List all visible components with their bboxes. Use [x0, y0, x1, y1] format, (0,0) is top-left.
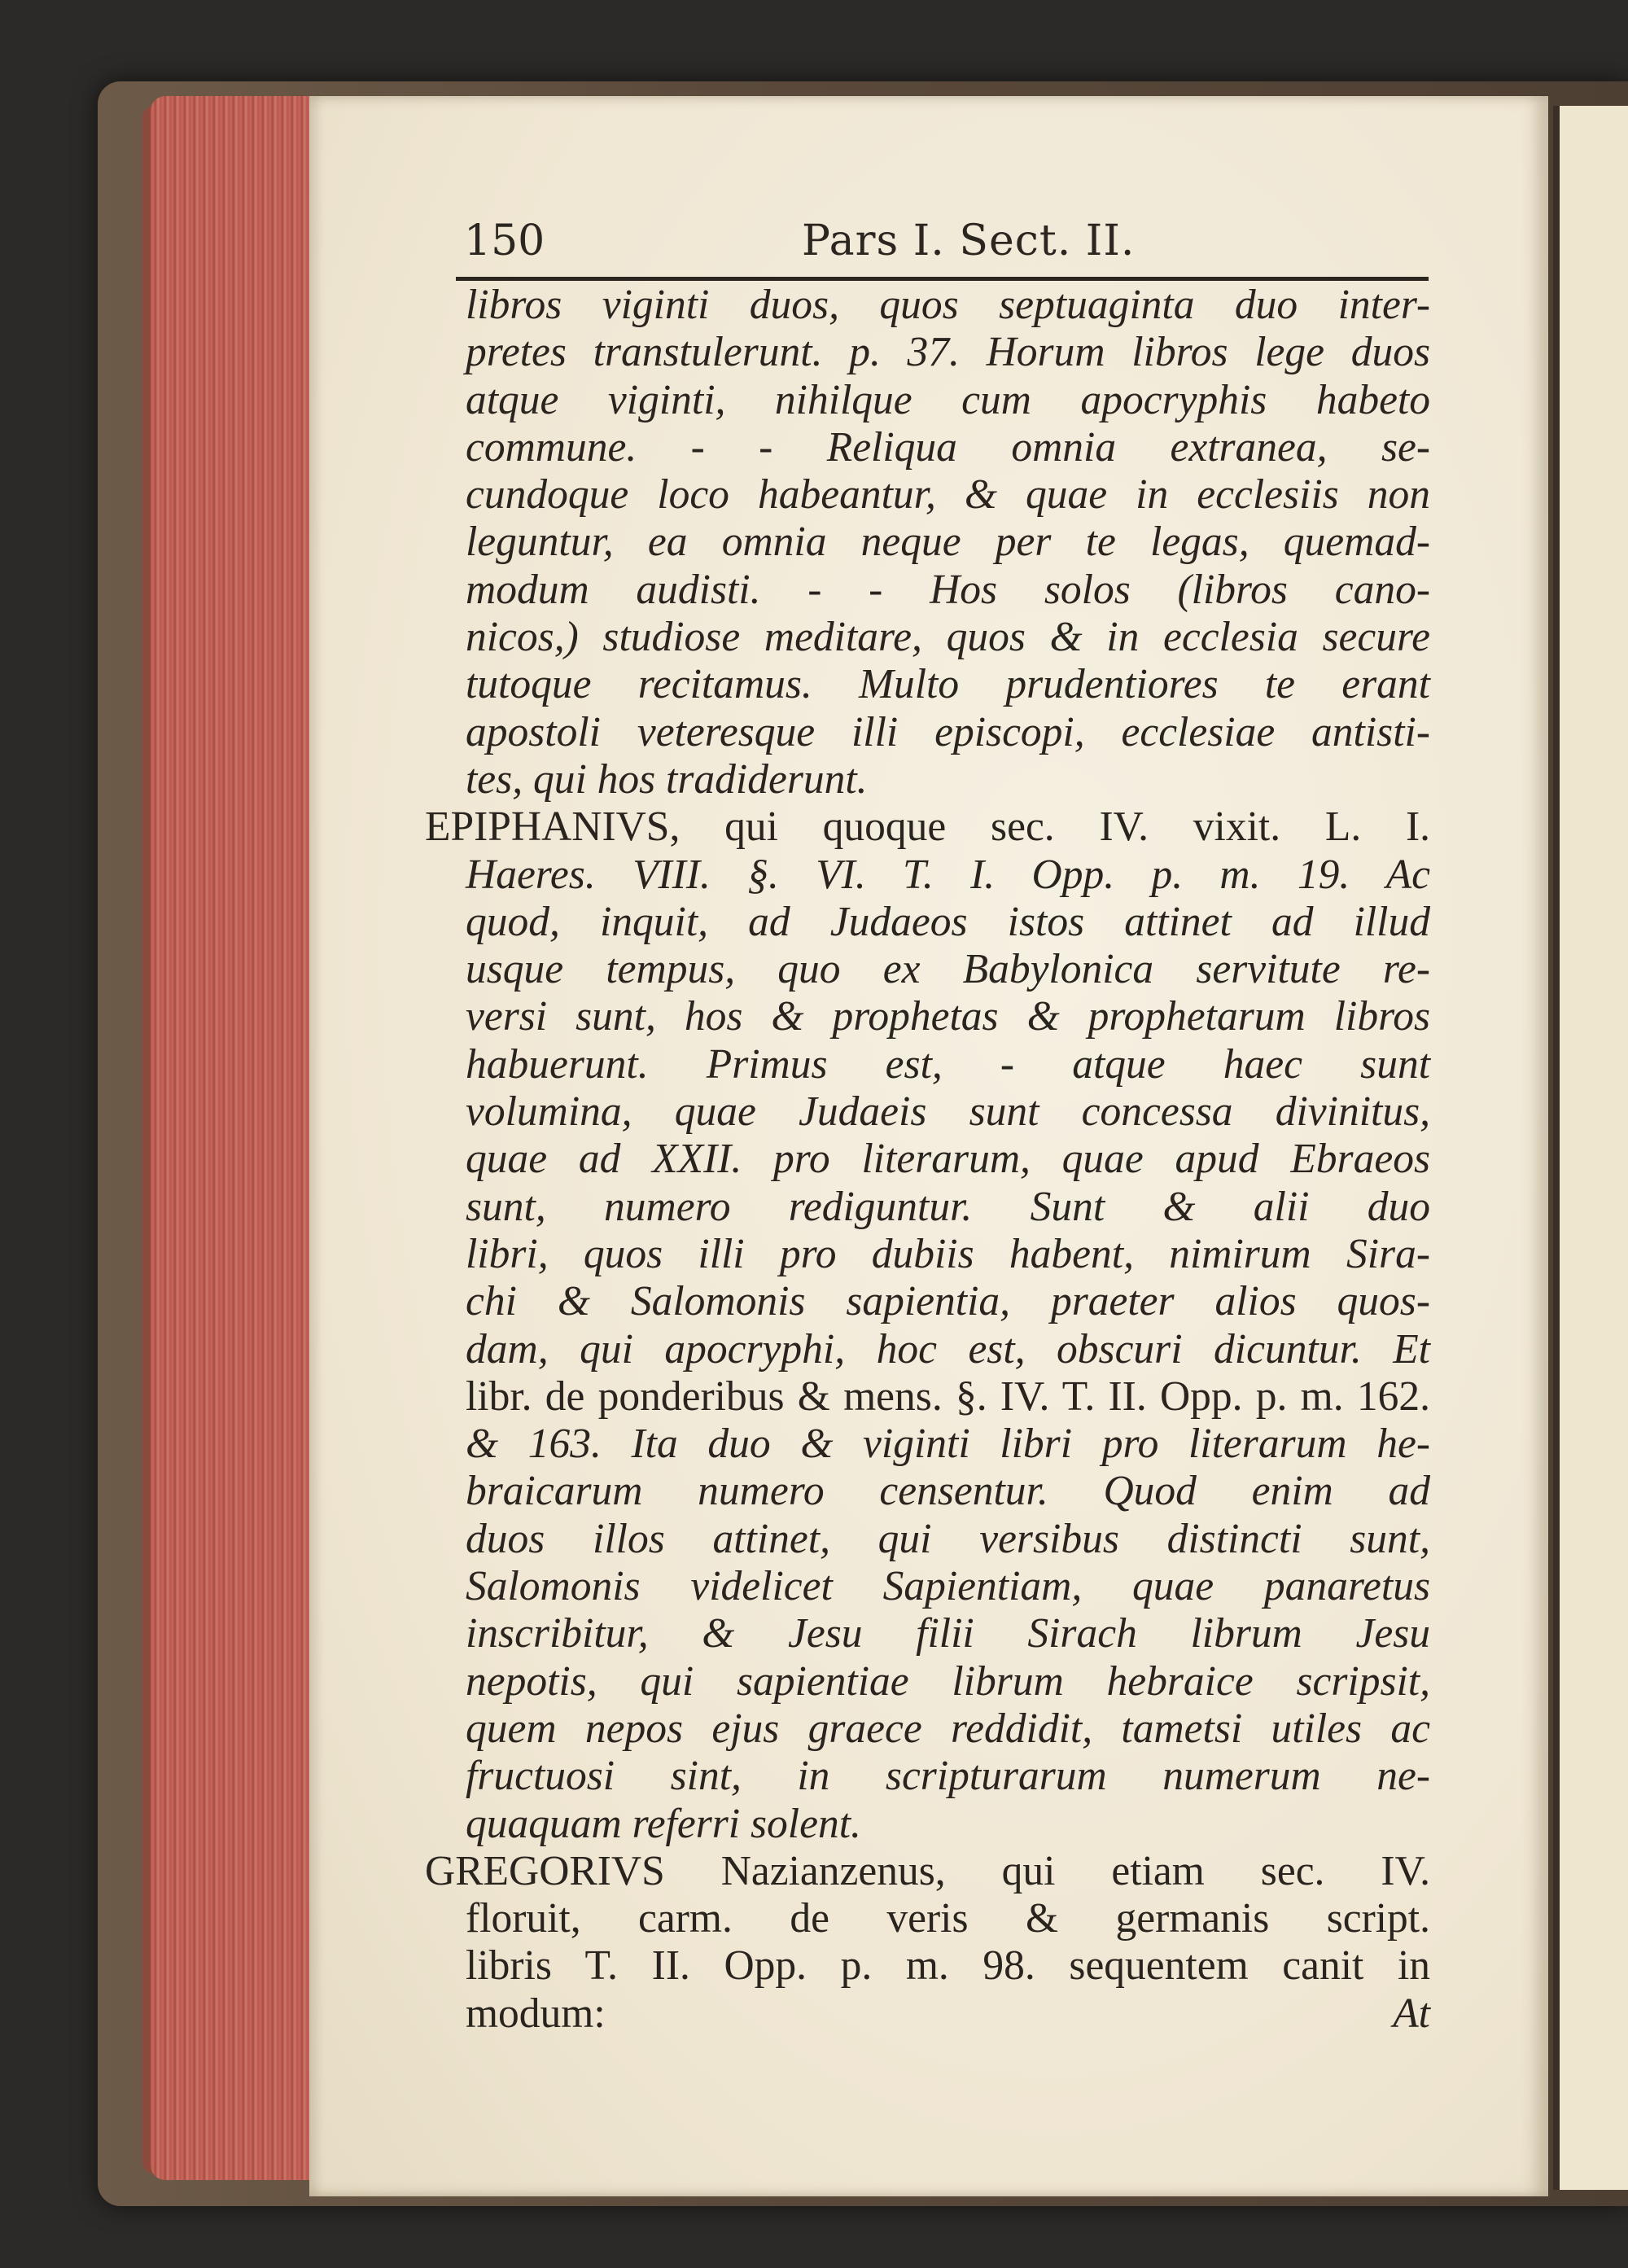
text-line: braicarum numero censentur. Quod enim ad [466, 1468, 1430, 1515]
text-line: floruit, carm. de veris & germanis script. [466, 1895, 1430, 1942]
text-line: EPIPHANIVS, qui quoque sec. IV. vixit. L. I. [425, 803, 1430, 851]
text-line: pretes transtulerunt. p. 37. Horum libros lege duos [466, 329, 1430, 376]
page-header [464, 217, 1429, 282]
text-line: libr. de ponderibus & mens. §. IV. T. II. Opp. p. m. 162. [466, 1373, 1430, 1420]
page-number: 150 [464, 217, 545, 265]
text-line: atque viginti, nihilque cum apocryphis habeto [466, 376, 1430, 423]
catchword: At [1393, 1990, 1430, 2037]
text-line: fructuosi sint, in scripturarum numerum ne- [466, 1753, 1430, 1800]
text-line: habuerunt. Primus est, - atque haec sunt [466, 1040, 1430, 1088]
text-line: & 163. Ita duo & viginti libri pro literarum he- [466, 1421, 1430, 1468]
text-line: tes, qui hos tradiderunt. [466, 755, 868, 803]
text-line: Haeres. VIII. §. VI. T. I. Opp. p. m. 19. Ac [466, 851, 1430, 898]
text-line: dam, qui apocryphi, hoc est, obscuri dicuntur. Et [466, 1325, 1430, 1373]
text-line: Salomonis videlicet Sapientiam, quae panaretus [466, 1563, 1430, 1610]
text-line: chi & Salomonis sapientia, praeter alios quos- [466, 1278, 1430, 1325]
body-text [425, 282, 1430, 2038]
text-line: libri, quos illi pro dubiis habent, nimirum Sira- [466, 1230, 1430, 1277]
text-line: quaquam referri solent. [466, 1800, 861, 1847]
text-line: usque tempus, quo ex Babylonica servitute re- [466, 946, 1430, 993]
facing-page-edge [1553, 106, 1628, 2190]
text-line: quod, inquit, ad Judaeos istos attinet ad illud [466, 898, 1430, 945]
text-line: tutoque recitamus. Multo prudentiores te erant [466, 661, 1430, 708]
text-line: libros viginti duos, quos septuaginta duo inter- [466, 282, 1430, 328]
text-line: GREGORIVS Nazianzenus, qui etiam sec. IV. [425, 1847, 1430, 1894]
text-line: apostoli veteresque illi episcopi, ecclesiae antisti- [466, 708, 1430, 755]
text-line: nepotis, qui sapientiae librum hebraice scripsit, [466, 1657, 1430, 1705]
book-page [309, 96, 1548, 2196]
text-line: commune. - - Reliqua omnia extranea, se- [466, 423, 1430, 471]
red-page-edges [151, 96, 313, 2180]
text-line: quem nepos ejus graece reddidit, tametsi utiles ac [466, 1705, 1430, 1752]
text-line: duos illos attinet, qui versibus distincti sunt, [466, 1515, 1430, 1562]
text-line: nicos,) studiose meditare, quos & in ecclesia secure [466, 614, 1430, 661]
text-line: cundoque loco habeantur, & quae in ecclesiis non [466, 471, 1430, 519]
text-line: sunt, numero rediguntur. Sunt & alii duo [466, 1183, 1430, 1230]
text-line: volumina, quae Judaeis sunt concessa divinitus, [466, 1088, 1430, 1136]
text-line: versi sunt, hos & prophetas & prophetarum libros [466, 993, 1430, 1040]
text-line: modum audisti. - - Hos solos (libros cano- [466, 566, 1430, 613]
text-line: modum: [466, 1990, 606, 2037]
text-line: quae ad XXII. pro literarum, quae apud Ebraeos [466, 1136, 1430, 1183]
text-line: inscribitur, & Jesu filii Sirach librum Jesu [466, 1610, 1430, 1657]
text-line: leguntur, ea omnia neque per te legas, quemad- [466, 519, 1430, 566]
header-rule [456, 277, 1429, 281]
text-line: libris T. II. Opp. p. m. 98. sequentem canit in [466, 1942, 1430, 1990]
running-head: Pars I. Sect. II. [802, 217, 1136, 265]
